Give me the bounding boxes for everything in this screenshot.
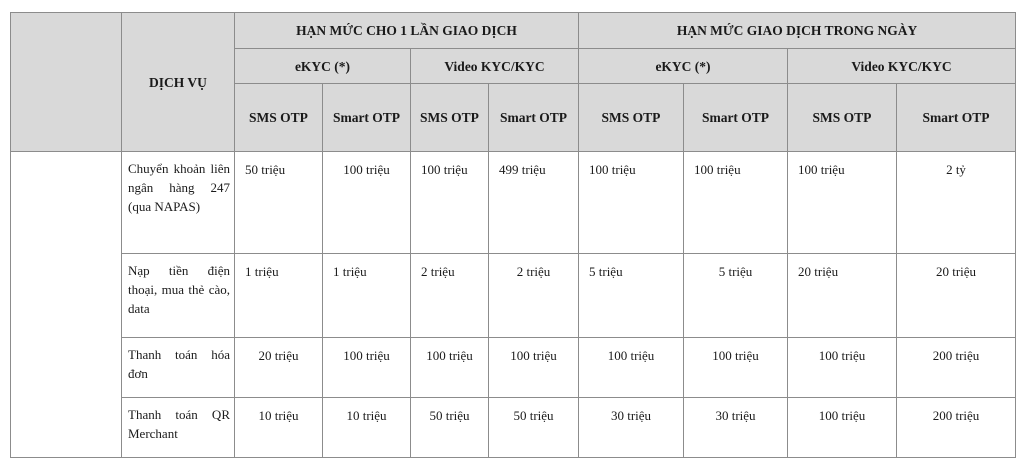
limit-value: 100 triệu bbox=[684, 152, 788, 254]
blank-left-cell bbox=[11, 152, 122, 458]
sms-otp-header: SMS OTP bbox=[579, 84, 684, 152]
daily-limit-header: HẠN MỨC GIAO DỊCH TRONG NGÀY bbox=[579, 13, 1016, 49]
limit-value: 100 triệu bbox=[684, 338, 788, 398]
ekyc-header: eKYC (*) bbox=[579, 49, 788, 84]
limit-value: 100 triệu bbox=[323, 338, 411, 398]
sms-otp-header: SMS OTP bbox=[235, 84, 323, 152]
limit-value: 50 triệu bbox=[235, 152, 323, 254]
limit-value: 100 triệu bbox=[788, 152, 897, 254]
limit-value: 30 triệu bbox=[579, 398, 684, 458]
video-kyc-header: Video KYC/KYC bbox=[788, 49, 1016, 84]
limit-value: 100 triệu bbox=[489, 338, 579, 398]
transaction-limits-table bbox=[10, 12, 1016, 458]
table-row bbox=[11, 254, 1016, 338]
sms-otp-header: SMS OTP bbox=[411, 84, 489, 152]
video-kyc-header: Video KYC/KYC bbox=[411, 49, 579, 84]
limit-value: 50 triệu bbox=[489, 398, 579, 458]
limit-value: 100 triệu bbox=[323, 152, 411, 254]
service-header: DỊCH VỤ bbox=[122, 13, 235, 152]
limit-value: 100 triệu bbox=[579, 338, 684, 398]
gray-blank-cell bbox=[11, 13, 122, 152]
limit-value: 100 triệu bbox=[579, 152, 684, 254]
smart-otp-header: Smart OTP bbox=[897, 84, 1016, 152]
header-row-1 bbox=[11, 13, 1016, 49]
limit-value: 100 triệu bbox=[788, 398, 897, 458]
smart-otp-header: Smart OTP bbox=[323, 84, 411, 152]
service-name: Nạp tiền điện thoại, mua thẻ cào, data bbox=[122, 254, 235, 338]
limit-value: 1 triệu bbox=[323, 254, 411, 338]
smart-otp-header: Smart OTP bbox=[489, 84, 579, 152]
limit-value: 5 triệu bbox=[579, 254, 684, 338]
limit-value: 2 triệu bbox=[411, 254, 489, 338]
limits-table-container bbox=[10, 12, 1015, 457]
sms-otp-header: SMS OTP bbox=[788, 84, 897, 152]
limit-value: 5 triệu bbox=[684, 254, 788, 338]
limit-value: 10 triệu bbox=[323, 398, 411, 458]
smart-otp-header: Smart OTP bbox=[684, 84, 788, 152]
ekyc-header: eKYC (*) bbox=[235, 49, 411, 84]
limit-value: 1 triệu bbox=[235, 254, 323, 338]
limit-value: 50 triệu bbox=[411, 398, 489, 458]
service-name: Thanh toán hóa đơn bbox=[122, 338, 235, 398]
per-transaction-limit-header: HẠN MỨC CHO 1 LẦN GIAO DỊCH bbox=[235, 13, 579, 49]
limit-value: 30 triệu bbox=[684, 398, 788, 458]
limit-value: 100 triệu bbox=[411, 338, 489, 398]
limit-value: 20 triệu bbox=[788, 254, 897, 338]
limit-value: 200 triệu bbox=[897, 338, 1016, 398]
table-row bbox=[11, 398, 1016, 458]
table-row bbox=[11, 152, 1016, 254]
service-name: Chuyển khoản liên ngân hàng 247 (qua NAPAS) bbox=[122, 152, 235, 254]
table-row bbox=[11, 338, 1016, 398]
limit-value: 100 triệu bbox=[411, 152, 489, 254]
limit-value: 499 triệu bbox=[489, 152, 579, 254]
limit-value: 100 triệu bbox=[788, 338, 897, 398]
limit-value: 20 triệu bbox=[235, 338, 323, 398]
limit-value: 2 triệu bbox=[489, 254, 579, 338]
limit-value: 10 triệu bbox=[235, 398, 323, 458]
service-name: Thanh toán QR Merchant bbox=[122, 398, 235, 458]
limit-value: 200 triệu bbox=[897, 398, 1016, 458]
limit-value: 20 triệu bbox=[897, 254, 1016, 338]
limit-value: 2 tỷ bbox=[897, 152, 1016, 254]
